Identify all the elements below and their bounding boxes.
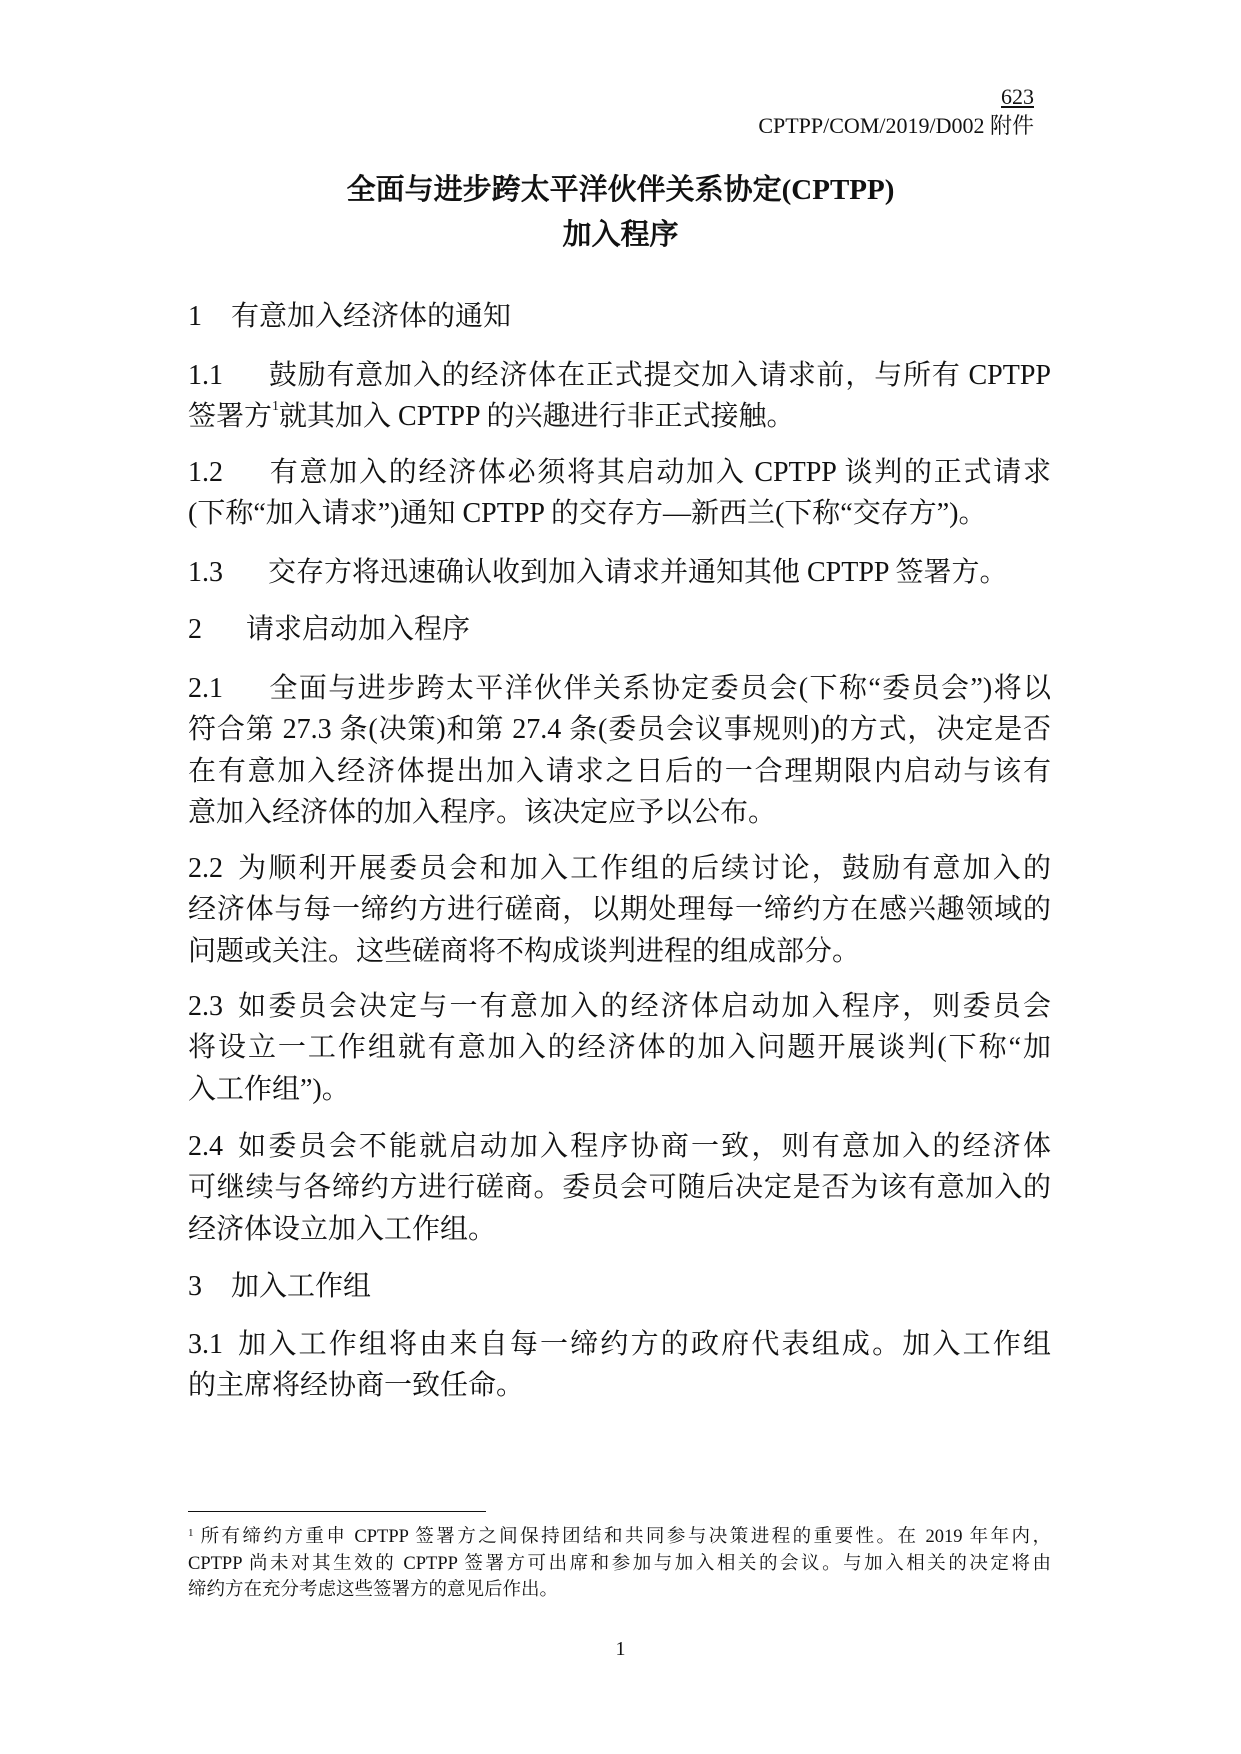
paragraph-number: 1.3 <box>188 557 223 588</box>
page-reference: 623 <box>1001 84 1034 109</box>
paragraph-line: 有意加入的经济体必须将其启动加入 CPTPP 谈判的正式请求 <box>268 457 1051 488</box>
section-heading-3 <box>188 1266 1051 1307</box>
paragraph-line: 签署方 <box>188 401 273 433</box>
section-number: 2 <box>188 614 202 645</box>
section-number: 3 <box>188 1271 202 1302</box>
section-heading-2 <box>188 609 1051 650</box>
document-subtitle: 加入程序 <box>562 219 679 251</box>
paragraph-line: 可继续与各缔约方进行磋商。委员会可随后决定是否为该有意加入的 <box>188 1172 1051 1204</box>
paragraph-line: 意加入经济体的加入程序。该决定应予以公布。 <box>188 797 777 829</box>
paragraph-1-2 <box>188 452 1051 535</box>
footnote-line: 缔约方在充分考虑这些签署方的意见后作出。 <box>188 1580 559 1600</box>
footnote-reference[interactable]: 1 <box>272 399 280 415</box>
paragraph-2-1 <box>188 668 1051 834</box>
paragraph-1-1 <box>188 355 1051 438</box>
footnote-line: 所有缔约方重申 CPTPP 签署方之间保持团结和共同参与决策进程的重要性。在 2019 年年内， <box>200 1527 1052 1547</box>
section-number: 1 <box>188 301 202 332</box>
paragraph-number: 1.1 <box>188 360 223 391</box>
paragraph-2-3 <box>188 986 1051 1110</box>
footnote-divider <box>188 1511 486 1512</box>
paragraph-number: 2.2 <box>188 853 223 884</box>
paragraph-line: 在有意加入经济体提出加入请求之日后的一合理期限内启动与该有 <box>188 755 1051 787</box>
paragraph-line: 符合第 27.3 条(决策)和第 27.4 条(委员会议事规则)的方式，决定是否 <box>188 714 1051 746</box>
document-code: CPTPP/COM/2019/D002 附件 <box>758 113 1034 138</box>
paragraph-line: 交存方将迅速确认收到加入请求并通知其他 CPTPP 签署方。 <box>268 557 1008 588</box>
paragraph-line: 如委员会决定与一有意加入的经济体启动加入程序，则委员会 <box>236 991 1051 1022</box>
paragraph-line: 全面与进步跨太平洋伙伴关系协定委员会(下称“委员会”)将以 <box>268 673 1051 704</box>
paragraph-line: 加入工作组将由来自每一缔约方的政府代表组成。加入工作组 <box>236 1329 1051 1360</box>
paragraph-1-3 <box>188 552 1051 593</box>
section-heading-1 <box>188 296 1051 337</box>
paragraph-line: (下称“加入请求”)通知 CPTPP 的交存方—新西兰(下称“交存方”)。 <box>188 498 987 530</box>
footnote-mark: 1 <box>188 1527 194 1539</box>
paragraph-line: 将设立一工作组就有意加入的经济体的加入问题开展谈判(下称“加 <box>188 1032 1051 1064</box>
paragraph-line: 为顺利开展委员会和加入工作组的后续讨论，鼓励有意加入的 <box>236 853 1051 884</box>
paragraph-line: 如委员会不能就启动加入程序协商一致，则有意加入的经济体 <box>236 1131 1051 1162</box>
paragraph-2-4 <box>188 1126 1051 1250</box>
paragraph-line: 经济体设立加入工作组。 <box>188 1213 497 1245</box>
paragraph-line: 的主席将经协商一致任命。 <box>188 1370 525 1402</box>
footnote-line: CPTPP 尚未对其生效的 CPTPP 签署方可出席和参加与加入相关的会议。与加入相关的决定将由 <box>188 1553 1051 1574</box>
paragraph-number: 1.2 <box>188 457 223 488</box>
paragraph-2-2 <box>188 848 1051 972</box>
paragraph-line: 就其加入 CPTPP 的兴趣进行非正式接触。 <box>279 401 795 433</box>
paragraph-number: 2.3 <box>188 991 223 1022</box>
paragraph-number: 2.4 <box>188 1131 223 1162</box>
section-title: 加入工作组 <box>231 1271 372 1302</box>
paragraph-line: 鼓励有意加入的经济体在正式提交加入请求前，与所有 CPTPP <box>268 360 1051 391</box>
paragraph-line: 入工作组”)。 <box>188 1073 350 1105</box>
paragraph-line: 问题或关注。这些磋商将不构成谈判进程的组成部分。 <box>188 935 861 967</box>
section-title: 有意加入经济体的通知 <box>231 301 512 332</box>
footnote <box>188 1524 1051 1604</box>
document-title: 全面与进步跨太平洋伙伴关系协定(CPTPP) <box>346 174 895 206</box>
paragraph-3-1 <box>188 1324 1051 1407</box>
section-title: 请求启动加入程序 <box>246 614 471 645</box>
paragraph-number: 2.1 <box>188 673 223 704</box>
page-number: 1 <box>615 1638 626 1660</box>
paragraph-number: 3.1 <box>188 1329 223 1360</box>
paragraph-line: 经济体与每一缔约方进行磋商，以期处理每一缔约方在感兴趣领域的 <box>188 894 1051 926</box>
